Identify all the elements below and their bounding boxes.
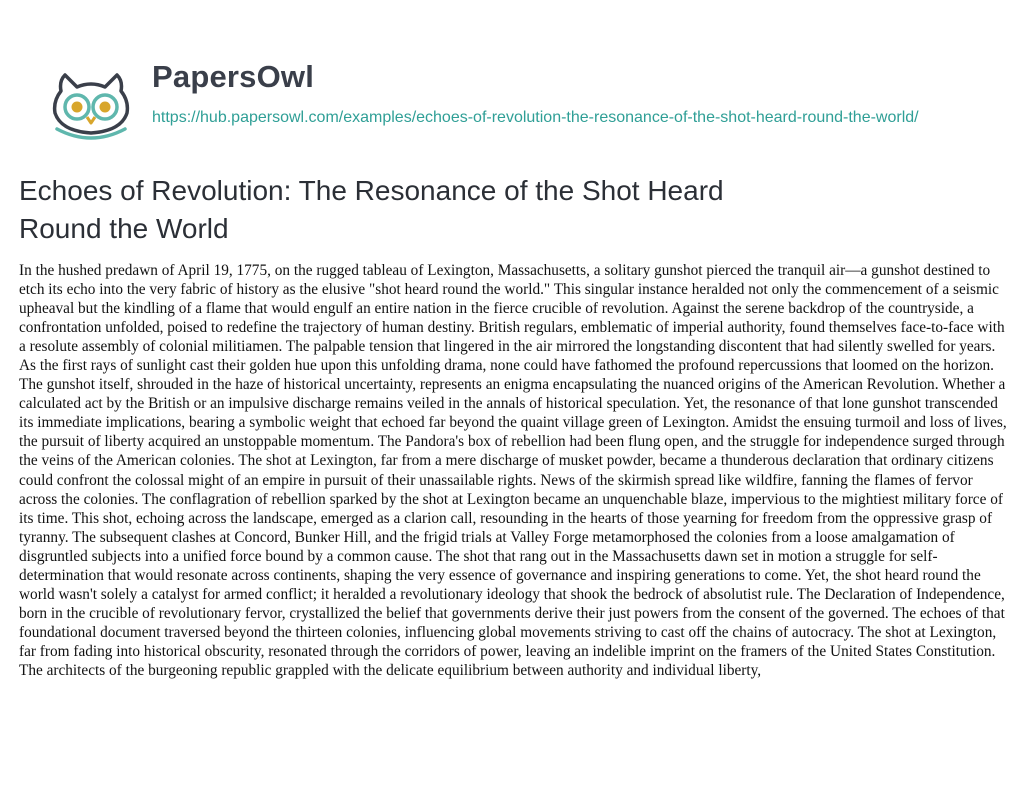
- owl-icon: [47, 63, 135, 151]
- article-body: In the hushed predawn of April 19, 1775, on the rugged tableau of Lexington, Massachusetts, a solitary gunshot pierced the tranquil air—a gunshot destined to etch its echo into the very fabric of history as the elusive "shot heard round the world." This singular instance heralded not only the commencement of a seismic upheaval but the kindling of a flame that would engulf an entire nation in the fierce crucible of revolution. Against the serene backdrop of the countryside, a confrontation unfolded, poised to redefine the trajectory of human destiny. British regulars, emblematic of imperial authority, found themselves face-to-face with a resolute assembly of colonial militiamen. The palpable tension that lingered in the air mirrored the longstanding discontent that had silently swelled for years. As the first rays of sunlight cast their golden hue upon this unfolding drama, none could have fathomed the profound repercussions that loomed on the horizon. The gunshot itself, shrouded in the haze of historical uncertainty, represents an enigma encapsulating the nuanced origins of the American Revolution. Whether a calculated act by the British or an impulsive discharge remains veiled in the annals of historical speculation. Yet, the resonance of that lone gunshot transcended its immediate implications, bearing a symbolic weight that echoed far beyond the quaint village green of Lexington. Amidst the ensuing turmoil and loss of lives, the pursuit of liberty acquired an unstoppable momentum. The Pandora's box of rebellion had been flung open, and the struggle for independence surged through the veins of the American colonies. The shot at Lexington, far from a mere discharge of musket powder, became a thunderous declaration that ordinary citizens could confront the colossal might of an empire in pursuit of their unassailable rights. News of the skirmish spread like wildfire, fanning the flames of fervor across the colonies. The conflagration of rebellion sparked by the shot at Lexington became an unquenchable blaze, impervious to the mightiest military force of its time. This shot, echoing across the landscape, emerged as a clarion call, resounding in the hearts of those yearning for freedom from the oppressive grasp of tyranny. The subsequent clashes at Concord, Bunker Hill, and the frigid trials at Valley Forge metamorphosed the colonies from a loose amalgamation of disgruntled subjects into a unified force bound by a common cause. The shot that rang out in the Massachusetts dawn set in motion a struggle for self-determination that would resonate across continents, shaping the very essence of governance and inspiring generations to come. Yet, the shot heard round the world wasn't solely a catalyst for armed conflict; it heralded a revolutionary ideology that shook the bedrock of absolutist rule. The Declaration of Independence, born in the crucible of revolutionary fervor, crystallized the belief that governments derive their just powers from the consent of the governed. The echoes of that foundational document traversed beyond the thirteen colonies, influencing global movements striving to cast off the chains of autocracy. The shot at Lexington, far from fading into historical obscurity, resonated through the corridors of power, leaving an indelible imprint on the framers of the United States Constitution. The architects of the burgeoning republic grappled with the delicate equilibrium between authority and individual liberty,: [19, 262, 1007, 679]
- source-url-link[interactable]: https://hub.papersowl.com/examples/echoes-of-revolution-the-resonance-of-the-shot-heard-round-the-world/: [152, 109, 919, 126]
- article-title: Echoes of Revolution: The Resonance of the Shot Heard Round the World: [19, 175, 724, 244]
- brand-name: PapersOwl: [152, 59, 315, 94]
